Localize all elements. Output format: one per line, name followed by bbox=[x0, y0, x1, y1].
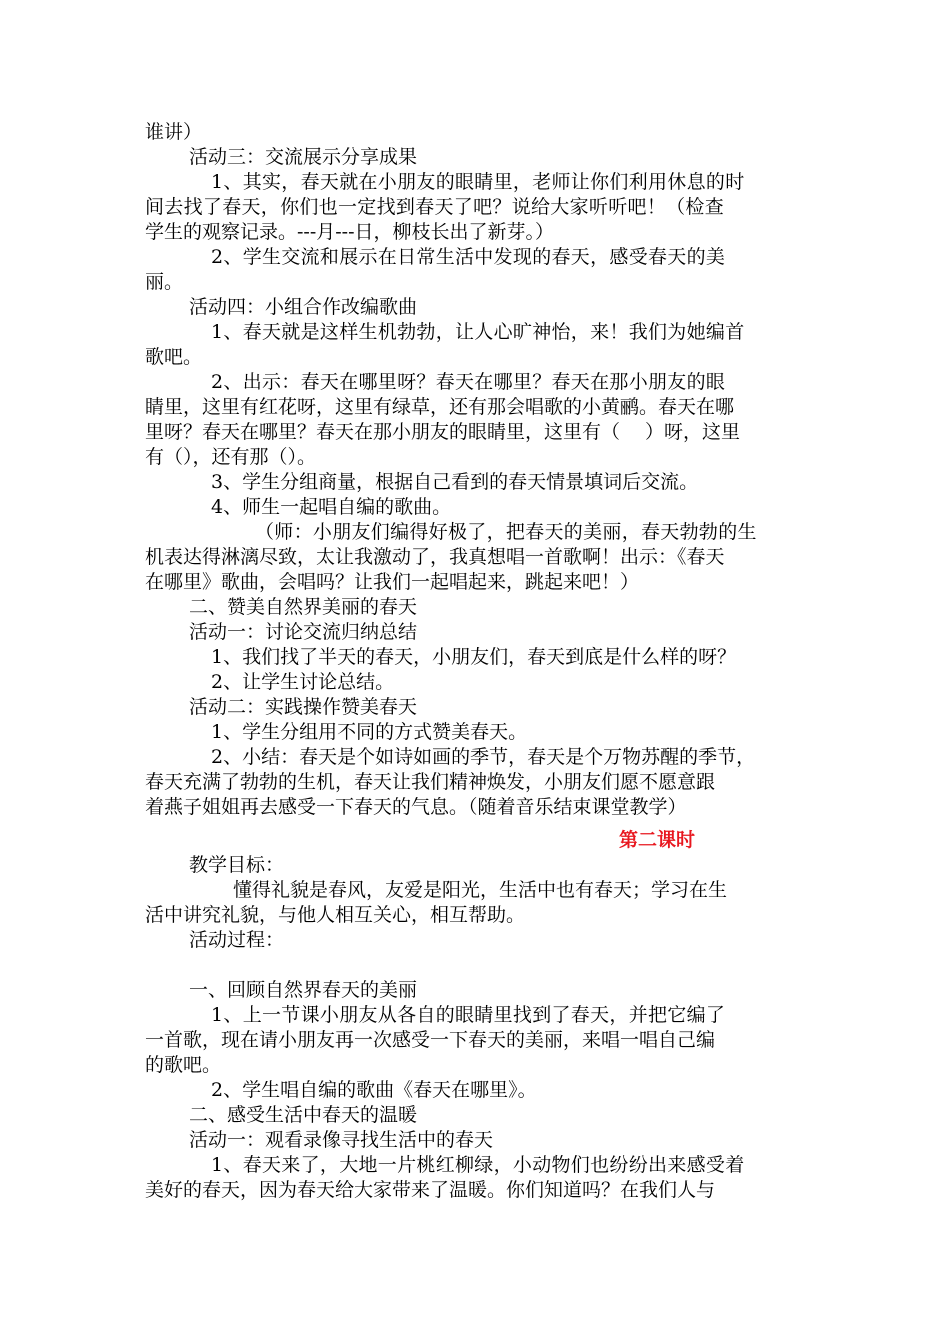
text-line: 歌吧。 bbox=[145, 346, 203, 368]
text-line: 美好的春天，因为春天给大家带来了温暖。你们知道吗？在我们人与 bbox=[145, 1179, 716, 1201]
text-line: 间去找了春天，你们也一定找到春天了吧？说给大家听听吧！（检查 bbox=[145, 196, 725, 218]
text-line: 的歌吧。 bbox=[145, 1054, 222, 1076]
text-line: 2、小结：春天是个如诗如画的季节，春天是个万物苏醒的季节， bbox=[211, 746, 756, 768]
text-line: 机表达得淋漓尽致，太让我激动了，我真想唱一首歌啊！出示：《春天 bbox=[145, 546, 725, 568]
activity-heading: 活动二：实践操作赞美春天 bbox=[189, 696, 418, 718]
text-line: 3、学生分组商量，根据自己看到的春天情景填词后交流。 bbox=[211, 471, 699, 493]
text-line: 学生的观察记录。---月---日，柳枝长出了新芽。） bbox=[145, 221, 555, 243]
blank-line bbox=[145, 953, 810, 978]
section-heading: 二、赞美自然界美丽的春天 bbox=[189, 596, 418, 618]
text-line: 谁讲） bbox=[145, 121, 203, 143]
text-line: 春天充满了勃勃的生机，春天让我们精神焕发，小朋友们愿不愿意跟 bbox=[145, 771, 716, 793]
text-line: 在哪里》歌曲，会唱吗？让我们一起唱起来，跳起来吧！） bbox=[145, 571, 640, 593]
text-line: 里呀？春天在哪里？春天在那小朋友的眼睛里，这里有（ ）呀，这里 bbox=[145, 421, 741, 443]
section-label: 教学目标： bbox=[189, 854, 285, 876]
text-line: 1、学生分组用不同的方式赞美春天。 bbox=[211, 721, 528, 743]
activity-heading: 活动一：讨论交流归纳总结 bbox=[189, 621, 418, 643]
text-line: 1、春天来了，大地一片桃红柳绿，小动物们也纷纷出来感受着 bbox=[211, 1154, 745, 1176]
text-line: 丽。 bbox=[145, 271, 184, 293]
activity-heading: 活动四：小组合作改编歌曲 bbox=[189, 296, 418, 318]
section-label: 活动过程： bbox=[189, 929, 285, 951]
text-line: 1、我们找了半天的春天，小朋友们，春天到底是什么样的呀？ bbox=[211, 646, 737, 668]
section-heading: 一、回顾自然界春天的美丽 bbox=[189, 979, 418, 1001]
text-line: 懂得礼貌是春风，友爱是阳光，生活中也有春天；学习在生 bbox=[233, 879, 728, 901]
text-line: 一首歌，现在请小朋友再一次感受一下春天的美丽，来唱一唱自己编 bbox=[145, 1029, 716, 1051]
text-line: 1、上一节课小朋友从各自的眼睛里找到了春天，并把它编了 bbox=[211, 1004, 726, 1026]
text-line: （师：小朋友们编得好极了，把春天的美丽，春天勃勃的生 bbox=[255, 521, 757, 543]
text-line: 4、师生一起唱自编的歌曲。 bbox=[211, 496, 452, 518]
text-line: 着燕子姐姐再去感受一下春天的气息。（随着音乐结束课堂教学） bbox=[145, 796, 687, 818]
text-line: 2、出示：春天在哪里呀？春天在哪里？春天在那小朋友的眼 bbox=[211, 371, 726, 393]
text-line: 活中讲究礼貌，与他人相互关心，相互帮助。 bbox=[145, 904, 526, 926]
lesson-heading: 第二课时 bbox=[619, 829, 696, 851]
text-line: 1、其实，春天就在小朋友的眼睛里，老师让你们利用休息的时 bbox=[211, 171, 745, 193]
text-line: 2、让学生讨论总结。 bbox=[211, 671, 395, 693]
activity-heading: 活动一：观看录像寻找生活中的春天 bbox=[189, 1129, 494, 1151]
text-line: 2、学生唱自编的歌曲《春天在哪里》。 bbox=[211, 1079, 537, 1101]
text-line: 有（），还有那（）。 bbox=[145, 446, 317, 468]
text-line: 2、学生交流和展示在日常生活中发现的春天，感受春天的美 bbox=[211, 246, 726, 268]
section-heading: 二、感受生活中春天的温暖 bbox=[189, 1104, 418, 1126]
document-page bbox=[145, 120, 810, 1203]
text-line: 1、春天就是这样生机勃勃，让人心旷神怡，来！我们为她编首 bbox=[211, 321, 745, 343]
activity-heading: 活动三：交流展示分享成果 bbox=[189, 146, 418, 168]
text-line: 睛里，这里有红花呀，这里有绿草，还有那会唱歌的小黄鹂。春天在哪 bbox=[145, 396, 735, 418]
